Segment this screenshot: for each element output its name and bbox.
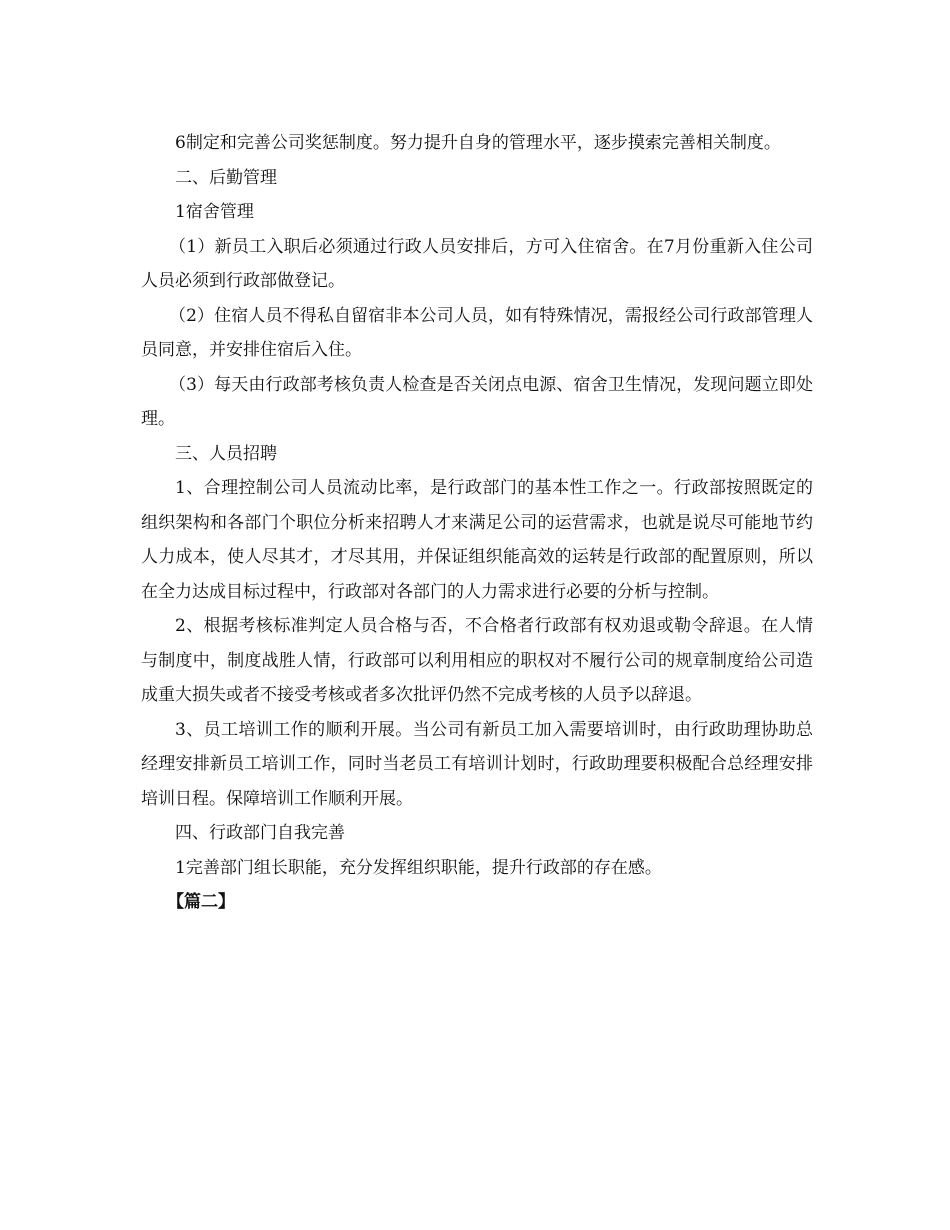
paragraph-dorm-rule-2: （2）住宿人员不得私自留宿非本公司人员，如有特殊情况，需报经公司行政部管理人员同意，并安排住宿后入住。: [141, 305, 813, 360]
paragraph-dorm-rule-1: （1）新员工入职后必须通过行政人员安排后，方可入住宿舍。在7月份重新入住公司人员必须到行政部做登记。: [141, 236, 813, 291]
section-marker: 【篇二】: [167, 892, 235, 912]
paragraph-self-improvement-1: 1完善部门组长职能，充分发挥组织职能，提升行政部的存在感。: [175, 857, 662, 878]
paragraph-recruitment-1: 1、合理控制公司人员流动比率，是行政部门的基本性工作之一。行政部按照既定的组织架构和各部门个职位分析来招聘人才来满足公司的运营需求，也就是说尽可能地节约人力成本，使人尽其才，才尽其用，并保证组织能高效的运转是行政部的配置原则，所以在全力达成目标过程中，行政部对各部门的人力需求进行必要的分析与控制。: [141, 478, 813, 602]
paragraph-recruitment-2: 2、根据考核标准判定人员合格与否，不合格者行政部有权劝退或勒令辞退。在人情与制度中，制度战胜人情，行政部可以利用相应的职权对不履行公司的规章制度给公司造成重大损失或者不接受考核或者多次批评仍然不完成考核的人员予以辞退。: [141, 616, 813, 705]
subheading-dormitory: 1宿舍管理: [175, 202, 254, 222]
heading-self-improvement: 四、行政部门自我完善: [175, 823, 345, 843]
paragraph-recruitment-3: 3、员工培训工作的顺利开展。当公司有新员工加入需要培训时，由行政助理协助总经理安排新员工培训工作，同时当老员工有培训计划时，行政助理要积极配合总经理安排培训日程。保障培训工作顺利开展。: [141, 719, 813, 809]
document-body: [141, 126, 813, 920]
heading-logistics: 二、后勤管理: [175, 167, 277, 188]
paragraph-dorm-rule-3: （3）每天由行政部考核负责人检查是否关闭点电源、宿舍卫生情况，发现问题立即处理。: [141, 374, 813, 429]
heading-recruitment: 三、人员招聘: [175, 443, 277, 464]
paragraph-reward-system: 6制定和完善公司奖惩制度。努力提升自身的管理水平，逐步摸索完善相关制度。: [175, 133, 781, 153]
